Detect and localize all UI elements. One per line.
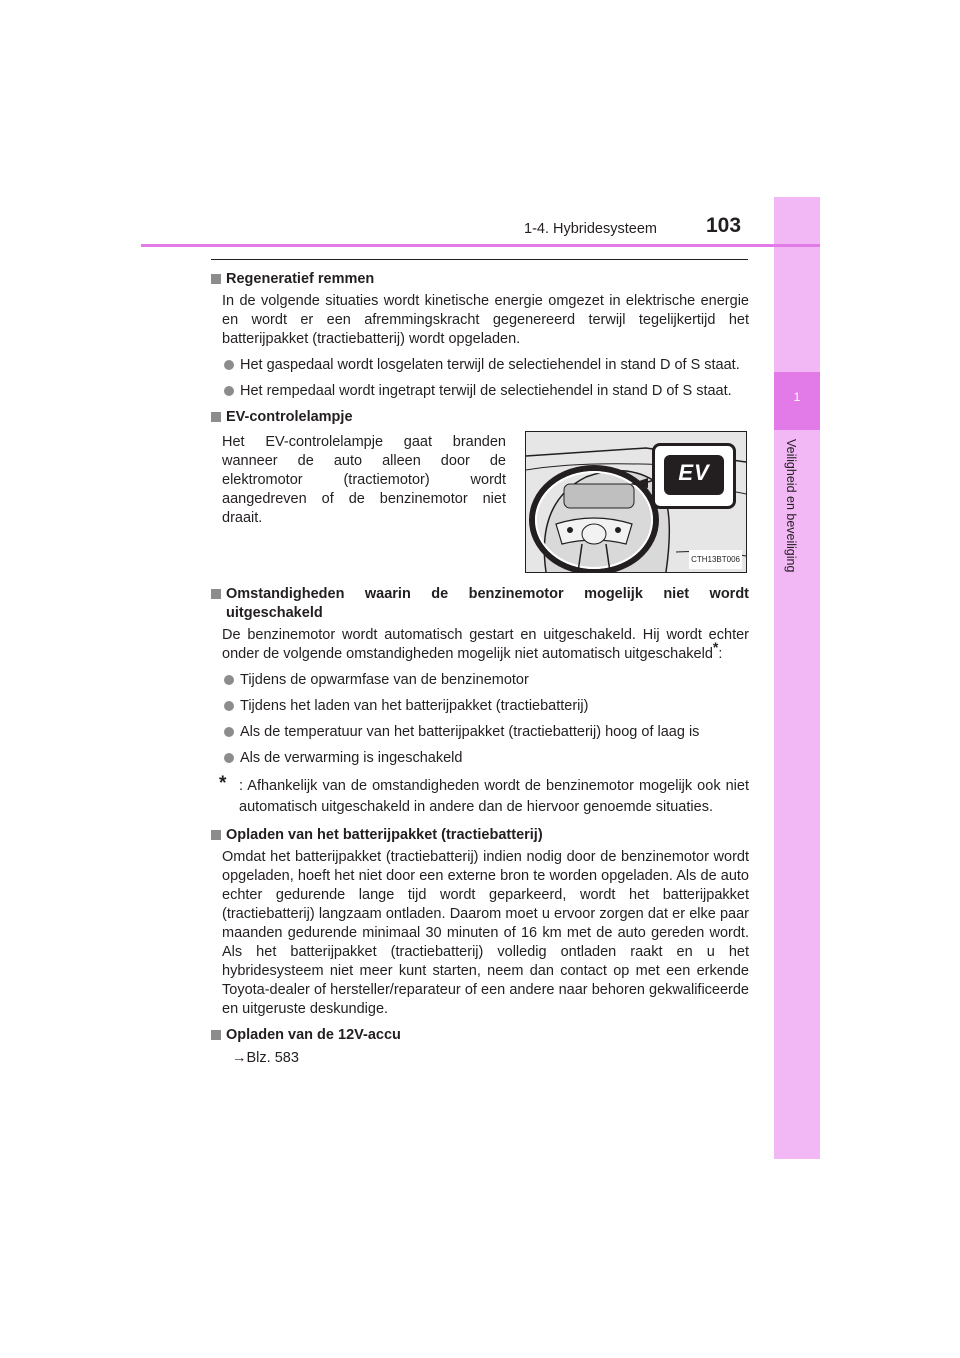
section-title: 1-4. Hybridesysteem <box>524 221 657 237</box>
dashboard-illustration <box>525 431 747 573</box>
square-bullet-icon <box>211 274 221 284</box>
list-item: Tijdens de opwarmfase van de benzinemotor <box>211 671 749 690</box>
square-bullet-icon <box>211 830 221 840</box>
paragraph-charge: Omdat het batterijpakket (tractiebatterij) indien nodig door de benzinemotor wordt opgeladen, hoeft het niet door een externe bron te worden opgeladen. Als de auto echter gedurende lange tijd wordt geparkeerd, wordt het batterijpakket (tractiebatterij) langzaam ontladen. Daarom moet u ervoor zorgen dat er elke paar maanden gedurende minimaal 30 minuten of 16 km met de auto gereden wordt. Als het batterijpakket (tractiebatterij) volledig ontladen raakt en u het hybridesysteem niet meer kunt starten, neem dan contact op met een erkende Toyota-dealer of hersteller/reparateur of een andere naar behoren gekwalificeerde en uitgeruste deskundige. <box>222 849 749 1017</box>
circle-bullet-icon <box>224 386 234 396</box>
chapter-sidebar <box>774 197 820 1159</box>
heading-omstandigheden: Omstandigheden waarin de benzinemotor mogelijk niet wordt uitgeschakeld <box>211 585 749 623</box>
ev-section <box>211 429 749 581</box>
list-item: Het rempedaal wordt ingetrapt terwijl de selectiehendel in stand D of S staat. <box>211 382 749 401</box>
heading-opladen-12v-accu: Opladen van de 12V-accu <box>211 1026 749 1045</box>
chapter-title: Veiligheid en beveiliging <box>784 439 798 573</box>
heading-regeneratief-remmen: Regeneratief remmen <box>211 270 749 289</box>
header-divider <box>141 244 820 247</box>
square-bullet-icon <box>211 589 221 599</box>
square-bullet-icon <box>211 412 221 422</box>
figure-code: CTH13BT006 <box>689 550 742 569</box>
ev-indicator-icon <box>664 455 724 495</box>
content-rule <box>211 259 748 260</box>
heading-ev-controlelampje: EV-controlelampje <box>211 408 749 427</box>
circle-bullet-icon <box>224 701 234 711</box>
page-reference-link[interactable]: →Blz. 583 <box>232 1050 299 1066</box>
footnote-marker: * <box>712 639 719 656</box>
circle-bullet-icon <box>224 753 234 763</box>
chapter-tab[interactable] <box>774 372 820 430</box>
circle-bullet-icon <box>224 360 234 370</box>
heading-opladen-batterijpakket: Opladen van het batterijpakket (tractiebatterij) <box>211 826 749 845</box>
square-bullet-icon <box>211 1030 221 1040</box>
paragraph-omst-intro: De benzinemotor wordt automatisch gestart en uitgeschakeld. Hij wordt echter onder de volgende omstandigheden mogelijk niet automatisch uitgeschakeld*: <box>222 627 749 662</box>
list-item: Als de verwarming is ingeschakeld <box>211 749 749 768</box>
page-content <box>211 266 749 1068</box>
paragraph-regen-intro: In de volgende situaties wordt kinetische energie omgezet in elektrische energie en wordt er een afremmingskracht gegenereerd terwijl tegelijkertijd het batterijpakket (tractiebatterij) wordt opgeladen. <box>222 293 749 347</box>
circle-bullet-icon <box>224 675 234 685</box>
list-item: Het gaspedaal wordt losgelaten terwijl de selectiehendel in stand D of S staat. <box>211 356 749 375</box>
ev-badge-text: EV <box>678 460 710 485</box>
paragraph-ev: Het EV-controlelampje gaat branden wanneer de auto alleen door de elektromotor (tractiemotor) wordt aangedreven of de benzinemotor niet draait. <box>222 434 506 526</box>
ev-indicator-callout <box>652 443 736 509</box>
chapter-number: 1 <box>793 390 801 404</box>
list-item: Tijdens het laden van het batterijpakket (tractiebatterij) <box>211 697 749 716</box>
footnote: * : Afhankelijk van de omstandigheden wordt de benzinemotor mogelijk ook niet automatisch uitgeschakeld in andere dan de hiervoor genoemde situaties. <box>219 773 749 815</box>
footnote-star: * <box>219 773 227 794</box>
page-number: 103 <box>706 214 742 237</box>
list-item: Als de temperatuur van het batterijpakket (tractiebatterij) hoog of laag is <box>211 723 749 742</box>
circle-bullet-icon <box>224 727 234 737</box>
